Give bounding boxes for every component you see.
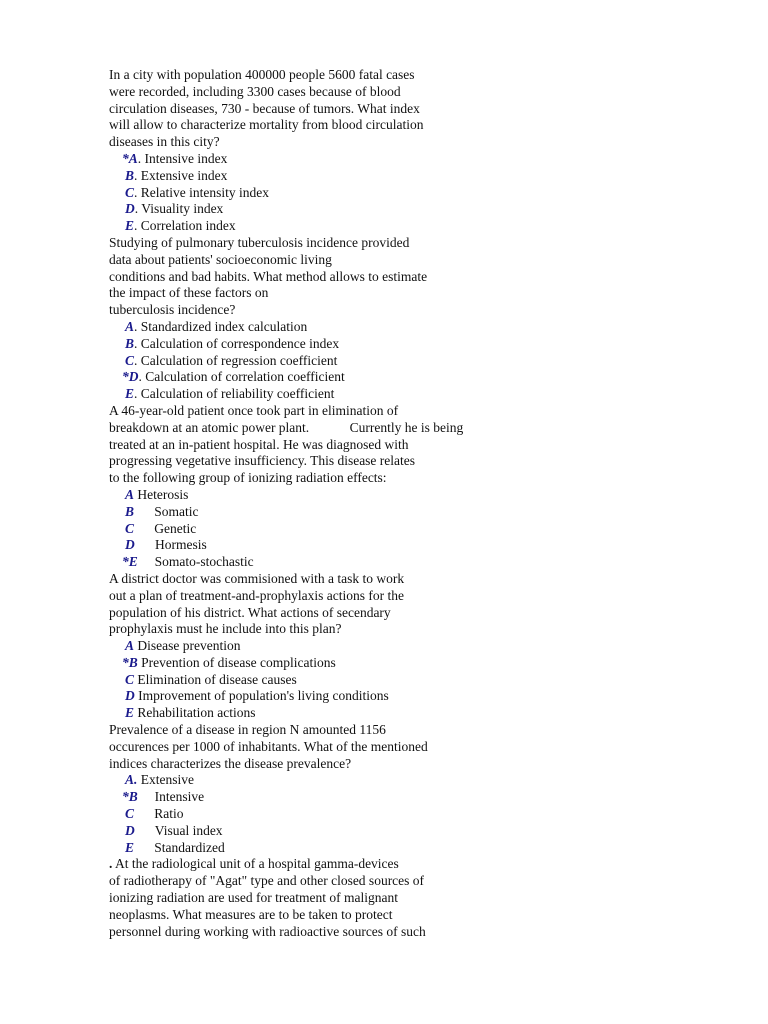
option-text: Somato-stochastic bbox=[137, 554, 254, 570]
question-stem-line: progressing vegetative insufficiency. This disease relates bbox=[109, 453, 416, 469]
option-letter: C bbox=[125, 184, 135, 200]
option-letter: *E bbox=[122, 554, 138, 570]
answer-option bbox=[109, 487, 729, 504]
question-stem-line: the impact of these factors on bbox=[109, 285, 269, 301]
option-letter: A bbox=[125, 638, 135, 654]
option-letter: *D bbox=[122, 369, 139, 385]
question-stem-line: to the following group of ionizing radiation effects: bbox=[109, 470, 387, 486]
option-letter: C bbox=[125, 352, 135, 368]
option-letter: C bbox=[125, 671, 135, 687]
option-letter: A bbox=[125, 486, 135, 502]
option-letter: B bbox=[125, 335, 135, 351]
option-letter: B bbox=[125, 503, 135, 519]
document-page bbox=[109, 67, 729, 940]
question-stem-line: circulation diseases, 730 - because of tumors. What index bbox=[109, 100, 420, 116]
option-letter: A. bbox=[125, 772, 138, 788]
answer-option bbox=[109, 554, 729, 571]
answer-option bbox=[109, 201, 729, 218]
option-text: Prevention of disease complications bbox=[137, 654, 336, 670]
answer-option bbox=[109, 688, 729, 705]
question-stem-line: personnel during working with radioactive sources of such bbox=[109, 923, 426, 939]
question-5 bbox=[109, 722, 729, 856]
answer-option bbox=[109, 218, 729, 235]
option-text: Hormesis bbox=[134, 537, 207, 553]
question-stem-line: In a city with population 400000 people 5600 fatal cases bbox=[109, 67, 415, 82]
answer-option bbox=[109, 672, 729, 689]
option-text: Genetic bbox=[134, 520, 197, 536]
question-stem-line: occurences per 1000 of inhabitants. What of the mentioned bbox=[109, 738, 428, 754]
option-text: . Extensive index bbox=[134, 167, 228, 183]
question-stem-line: prophylaxis must he include into this plan? bbox=[109, 621, 342, 637]
answer-option bbox=[109, 319, 729, 336]
option-letter: D bbox=[125, 688, 135, 704]
option-text: Extensive bbox=[137, 772, 195, 788]
answer-option bbox=[109, 806, 729, 823]
question-stem-line: tuberculosis incidence? bbox=[109, 302, 236, 318]
question-stem-line: of radiotherapy of "Agat" type and other closed sources of bbox=[109, 873, 425, 889]
answer-option bbox=[109, 823, 729, 840]
question-stem-line: breakdown at an atomic power plant. Currently he is being bbox=[109, 419, 464, 435]
question-3 bbox=[109, 403, 729, 571]
option-text: Improvement of population's living conditions bbox=[134, 688, 389, 704]
question-bullet: . bbox=[109, 856, 113, 872]
option-letter: A bbox=[125, 318, 135, 334]
question-stem-line: diseases in this city? bbox=[109, 134, 220, 150]
option-text: Intensive bbox=[137, 789, 205, 805]
option-letter: *B bbox=[122, 789, 138, 805]
answer-option bbox=[109, 521, 729, 538]
option-text: . Calculation of regression coefficient bbox=[134, 352, 338, 368]
question-stem-line: population of his district. What actions of secendary bbox=[109, 604, 391, 620]
option-text: . Intensive index bbox=[137, 150, 228, 166]
option-text: . Calculation of correspondence index bbox=[134, 335, 340, 351]
option-letter: *B bbox=[122, 654, 138, 670]
option-letter: C bbox=[125, 520, 135, 536]
question-stem-line: Studying of pulmonary tuberculosis incidence provided bbox=[109, 234, 410, 250]
option-text: Elimination of disease causes bbox=[134, 671, 297, 687]
answer-option bbox=[109, 185, 729, 202]
answer-option bbox=[109, 336, 729, 353]
question-stem-line: Prevalence of a disease in region N amounted 1156 bbox=[109, 722, 386, 738]
answer-option bbox=[109, 386, 729, 403]
question-4 bbox=[109, 571, 729, 722]
option-text: . Standardized index calculation bbox=[134, 318, 308, 334]
option-text: . Calculation of correlation coefficient bbox=[138, 369, 345, 385]
answer-option bbox=[109, 168, 729, 185]
answer-option bbox=[109, 655, 729, 672]
answer-option bbox=[109, 151, 729, 168]
question-stem-line: will allow to characterize mortality from blood circulation bbox=[109, 117, 424, 133]
option-letter: E bbox=[125, 839, 135, 855]
option-letter: D bbox=[125, 822, 135, 838]
option-text: Heterosis bbox=[134, 486, 189, 502]
option-letter: E bbox=[125, 218, 135, 234]
option-text: Rehabilitation actions bbox=[134, 705, 256, 721]
option-text: . Calculation of reliability coefficient bbox=[134, 386, 335, 402]
option-text: Ratio bbox=[134, 806, 184, 822]
question-stem-line: A 46-year-old patient once took part in elimination of bbox=[109, 402, 399, 418]
answer-option bbox=[109, 789, 729, 806]
question-stem-text: At the radiological unit of a hospital gamma-devices bbox=[112, 856, 399, 872]
question-stem-line: conditions and bad habits. What method allows to estimate bbox=[109, 268, 428, 284]
option-letter: E bbox=[125, 386, 135, 402]
option-letter: B bbox=[125, 167, 135, 183]
option-letter: E bbox=[125, 705, 135, 721]
question-stem-line: data about patients' socioeconomic living bbox=[109, 251, 332, 267]
option-letter: C bbox=[125, 806, 135, 822]
answer-option bbox=[109, 705, 729, 722]
answer-option bbox=[109, 537, 729, 554]
option-text: . Correlation index bbox=[134, 218, 236, 234]
option-letter: D bbox=[125, 201, 135, 217]
question-2 bbox=[109, 235, 729, 403]
option-text: Visual index bbox=[134, 822, 223, 838]
answer-option bbox=[109, 840, 729, 857]
question-stem-line bbox=[109, 856, 729, 873]
option-letter: *A bbox=[122, 150, 138, 166]
option-text: . Relative intensity index bbox=[134, 184, 269, 200]
option-text: Disease prevention bbox=[134, 638, 241, 654]
answer-option bbox=[109, 504, 729, 521]
question-stem-line: out a plan of treatment-and-prophylaxis actions for the bbox=[109, 587, 405, 603]
answer-option bbox=[109, 772, 729, 789]
question-stem-line: ionizing radiation are used for treatment of malignant bbox=[109, 890, 399, 906]
question-stem-line: indices characterizes the disease prevalence? bbox=[109, 755, 352, 771]
option-text: . Visuality index bbox=[134, 201, 224, 217]
question-stem-line: treated at an in-patient hospital. He was diagnosed with bbox=[109, 436, 409, 452]
option-text: Standardized bbox=[134, 839, 225, 855]
question-stem-line: were recorded, including 3300 cases because of blood bbox=[109, 83, 401, 99]
question-stem-line: neoplasms. What measures are to be taken to protect bbox=[109, 906, 393, 922]
option-text: Somatic bbox=[134, 503, 199, 519]
answer-option bbox=[109, 638, 729, 655]
question-stem-line: A district doctor was commisioned with a task to work bbox=[109, 570, 405, 586]
question-6 bbox=[109, 856, 729, 940]
option-letter: D bbox=[125, 537, 135, 553]
answer-option bbox=[109, 353, 729, 370]
question-1 bbox=[109, 67, 729, 235]
answer-option bbox=[109, 369, 729, 386]
